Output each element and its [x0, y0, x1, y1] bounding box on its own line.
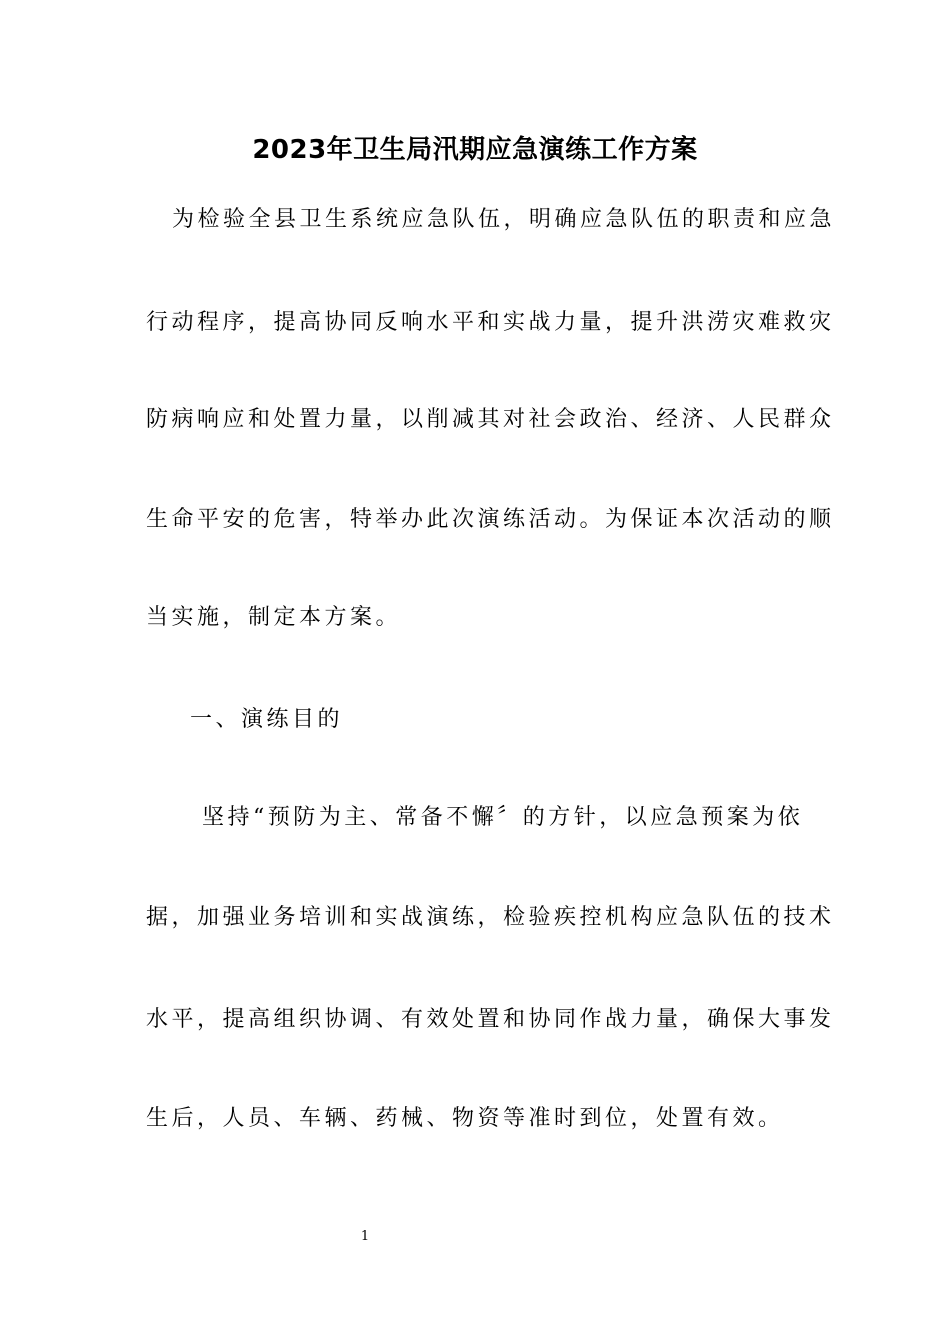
paragraph-line: 据，加强业务培训和实战演练，检验疾控机构应急队伍的技术: [146, 905, 835, 930]
section-heading: 一、演练目的: [190, 707, 344, 732]
paragraph-line: 防病响应和处置力量，以削减其对社会政治、经济、人民群众: [146, 407, 835, 432]
paragraph-line: 生后，人员、车辆、药械、物资等准时到位，处置有效。: [146, 1106, 784, 1131]
paragraph-line: 当实施，制定本方案。: [146, 605, 402, 630]
paragraph-line: 生命平安的危害，特举办此次演练活动。为保证本次活动的顺: [146, 507, 835, 532]
paragraph-line: 坚持“预防为主、常备不懈〞的方针，以应急预案为依: [202, 805, 804, 830]
document-title: 2023年卫生局汛期应急演练工作方案: [252, 135, 698, 165]
page-number: 1: [360, 1229, 370, 1244]
paragraph-line: 水平，提高组织协调、有效处置和协同作战力量，确保大事发: [146, 1007, 835, 1032]
paragraph-line: 行动程序，提高协同反响水平和实战力量，提升洪涝灾难救灾: [146, 310, 835, 335]
paragraph-line: 为检验全县卫生系统应急队伍，明确应急队伍的职责和应急: [172, 207, 836, 232]
